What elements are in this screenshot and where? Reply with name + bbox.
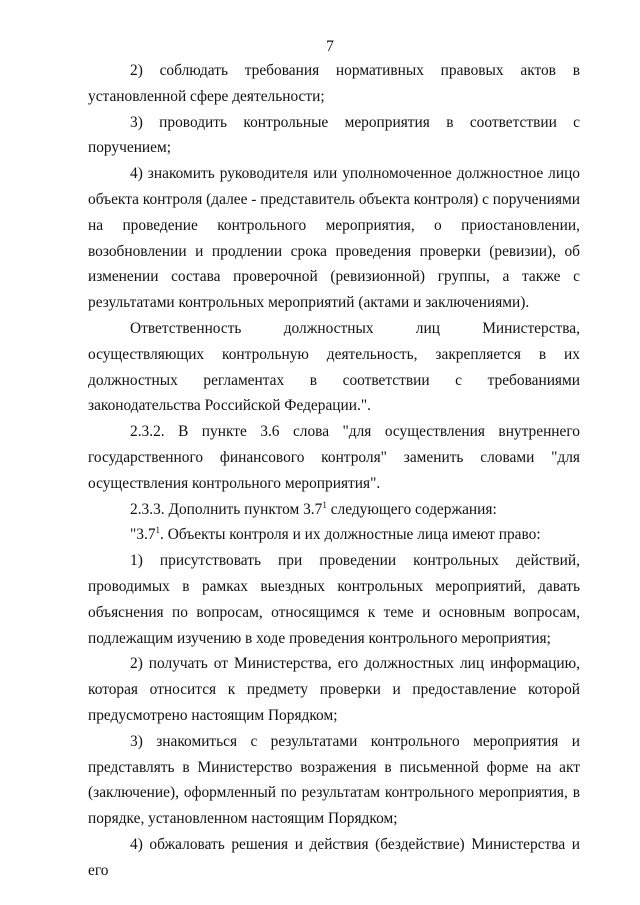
paragraph-3-7-1-text-end: . Объекты контроля и их должностные лица имеют право:	[160, 526, 541, 544]
right-item-3: 3) знакомиться с результатами контрольного мероприятия и представлять в Министерство возражения в письменной форме на акт (заключение), оформленный по результатам контрольного мероприятия, в порядке, установленном настоящим Порядком;	[88, 732, 580, 828]
paragraph-3-7-1-text: "3.7	[130, 526, 156, 544]
paragraph-2-3-2: 2.3.2. В пункте 3.6 слова "для осуществления внутреннего государственного финансового контроля" заменить словами "для осуществления контрольного мероприятия".	[88, 423, 580, 492]
paragraph-2-3-3-text-end: следующего содержания:	[326, 500, 497, 518]
page-number: 7	[326, 38, 334, 55]
paragraph-responsibility: Ответственность должностных лиц Министерства, осуществляющих контрольную деятельность, закрепляется в их должностных регламентах в соответствии с требованиями законодательства Российской Федерации.".	[88, 319, 580, 415]
paragraph-2-3-3-text: 2.3.3. Дополнить пунктом 3.7	[130, 500, 323, 518]
paragraph-item-4: 4) знакомить руководителя или уполномоченное должностное лицо объекта контроля (далее - представитель объекта контроля) с поручениями на проведение контрольного мероприятия, о приостановлении, возобновлении и продлении срока проведения проверки (ревизии), об изменении состава проверочной (ревизионной) группы, а также с результатами контрольных мероприятий (актами и заключениями).	[88, 165, 580, 312]
paragraph-3-7-1	[88, 522, 580, 548]
right-item-2: 2) получать от Министерства, его должностных лиц информацию, которая относится к предмету проверки и предоставление которой предусмотрено настоящим Порядком;	[88, 655, 580, 724]
paragraph-item-2: 2) соблюдать требования нормативных правовых актов в установленной сфере деятельности;	[88, 62, 580, 105]
superscript-1: 1	[322, 499, 327, 510]
document-body	[88, 58, 580, 884]
paragraph-2-3-3	[88, 497, 580, 523]
paragraph-item-3: 3) проводить контрольные мероприятия в соответствии с поручением;	[88, 113, 580, 157]
right-item-4: 4) обжаловать решения и действия (бездействие) Министерства и его	[88, 835, 580, 879]
right-item-1: 1) присутствовать при проведении контрольных действий, проводимых в рамках выездных контрольных мероприятий, давать объяснения по вопросам, относящимся к теме и основным вопросам, подлежащим изучению в ходе проведения контрольного мероприятия;	[88, 552, 580, 647]
superscript-1: 1	[155, 525, 161, 536]
